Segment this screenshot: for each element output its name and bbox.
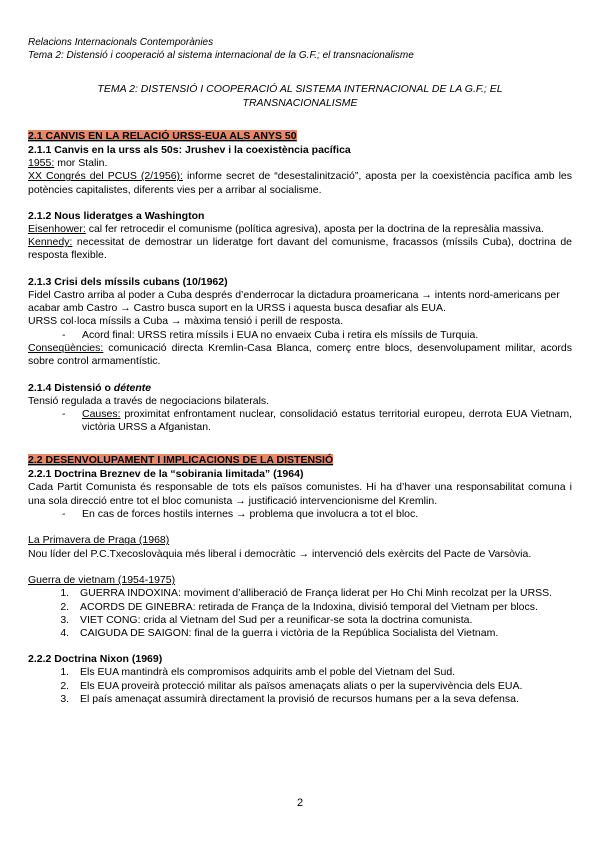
paragraph-eisenhower: Eisenhower: cal fer retrocedir el comunisme (política agresiva), aposta per la doctrina de la represàlia massiva. [28, 222, 544, 235]
list-item: 3. El país amenaçat assumirà directament la provisió de recursos humans per a la seva defensa. [72, 693, 572, 706]
list-item: 1. GUERRA INDOXINA: moviment d’alliberació de França liderat per Ho Chi Minh recolzat per la URSS. [72, 587, 572, 600]
paragraph-prague: Nou líder del P.C.Txecoslovàquia més liberal i democràtic → intervenció dels exèrcits del Pacte de Varsòvia. [28, 547, 532, 560]
subsection-2-1-1-title: 2.1.1 Canvis en la urss als 50s: Jrushev i la coexistència pacífica [28, 144, 351, 156]
vietnam-war-title: Guerra de vietnam (1954-1975) [28, 573, 176, 586]
paragraph-urss-missils: URSS col·loca míssils a Cuba → màxima tensió i perill de resposta. [28, 315, 344, 328]
list-item: 4. CAIGUDA DE SAIGON: final de la guerra i victòria de la República Socialista del Vietnam. [72, 627, 572, 640]
document-page [28, 36, 572, 706]
nixon-list [28, 666, 572, 706]
list-item: 2. Els EUA proveirà protecció militar als països amenaçats aliats o per la supervivència dels EUA. [72, 680, 572, 693]
subsection-2-2-1-title: 2.2.1 Doctrina Breznev de la “sobirania limitada” (1964) [28, 468, 304, 481]
document-title: TEMA 2: DISTENSIÓ I COOPERACIÓ AL SISTEMA INTERNACIONAL DE LA G.F.; EL TRANSNACIONALISME [97, 83, 503, 109]
section-2-1-heading: 2.1 CANVIS EN LA RELACIÓ URSS-EUA ALS ANYS 50 [28, 130, 297, 142]
list-item: - Causes: proximitat enfrontament nuclear, consolidació estatus territorial europeu, derrota EUA Vietnam, victòria URSS a Afganistan. [62, 408, 572, 435]
bullet-list-causes [28, 408, 572, 435]
header-course: Relacions Internacionals Contemporànies [28, 37, 214, 48]
list-item: 3. VIET CONG: crida al Vietnam del Sud per a reunificar-se sota la doctrina comunista. [72, 614, 572, 627]
prague-spring-title: La Primavera de Praga (1968) [28, 534, 170, 547]
list-item: 2. ACORDS DE GINEBRA: retirada de França de la Indoxina, divisió temporal del Vietnam per blocs. [72, 601, 572, 614]
bullet-list-forces [28, 508, 572, 521]
paragraph-tensio: Tensió regulada a través de negociacions bilaterals. [28, 394, 270, 407]
paragraph-partit-comunista: Cada Partit Comunista és responsable de tots els països comunistes. Hi ha d’haver una responsabilitat comuna i una sola direcció entre tot el bloc comunista → justificació intervencionisme del Kremlin. [28, 481, 572, 507]
subsection-2-1-3-title: 2.1.3 Crisi dels míssils cubans (10/1962) [28, 275, 228, 288]
section-2-2-heading: 2.2 DESENVOLUPAMENT I IMPLICACIONS DE LA DISTENSIÓ [28, 454, 334, 467]
subsection-2-1-2-title: 2.1.2 Nous lideratges a Washington [28, 209, 205, 222]
paragraph-fidel-castro: Fidel Castro arriba al poder a Cuba després d’enderrocar la dictadura proamericana → intents nord-americans per acabar amb Castro → Castro busca suport en la URSS i aquesta busca desafiar als EUA. [28, 288, 560, 315]
header-topic: Tema 2: Distensió i cooperació al sistema internacional de la G.F.; el transnacionalisme [28, 50, 414, 61]
bullet-list-acord [28, 329, 572, 342]
paragraph-1955: 1955: mor Stalin. [28, 157, 108, 169]
page-number: 2 [296, 797, 304, 809]
list-item: - Acord final: URSS retira míssils i EUA no envaeix Cuba i retira els míssils de Turquia. [62, 329, 572, 342]
paragraph-kennedy: Kennedy: necessitat de demostrar un lideratge fort davant del comunisme, fracassos (míssils Cuba), doctrina de resposta flexible. [28, 236, 572, 262]
paragraph-consequencies: Conseqüències: comunicació directa Kremlin-Casa Blanca, comerç entre blocs, desenvolupament militar, acords sobre control armamentístic. [28, 341, 572, 368]
list-item: 1. Els EUA mantindrà els compromisos adquirits amb el poble del Vietnam del Sud. [72, 666, 572, 679]
subsection-2-1-4-title: 2.1.4 Distensió o détente [28, 381, 152, 394]
paragraph-xx-congres: XX Congrés del PCUS (2/1956): informe secret de “desestalinització”, aposta per la coexistència pacífica amb les potències capitalistes, diferents vies per a arribar al socialisme. [28, 170, 572, 196]
subsection-2-2-2-title: 2.2.2 Doctrina Nixon (1969) [28, 653, 163, 666]
vietnam-list [28, 587, 572, 640]
list-item: - En cas de forces hostils internes → problema que involucra a tot el bloc. [62, 508, 572, 521]
